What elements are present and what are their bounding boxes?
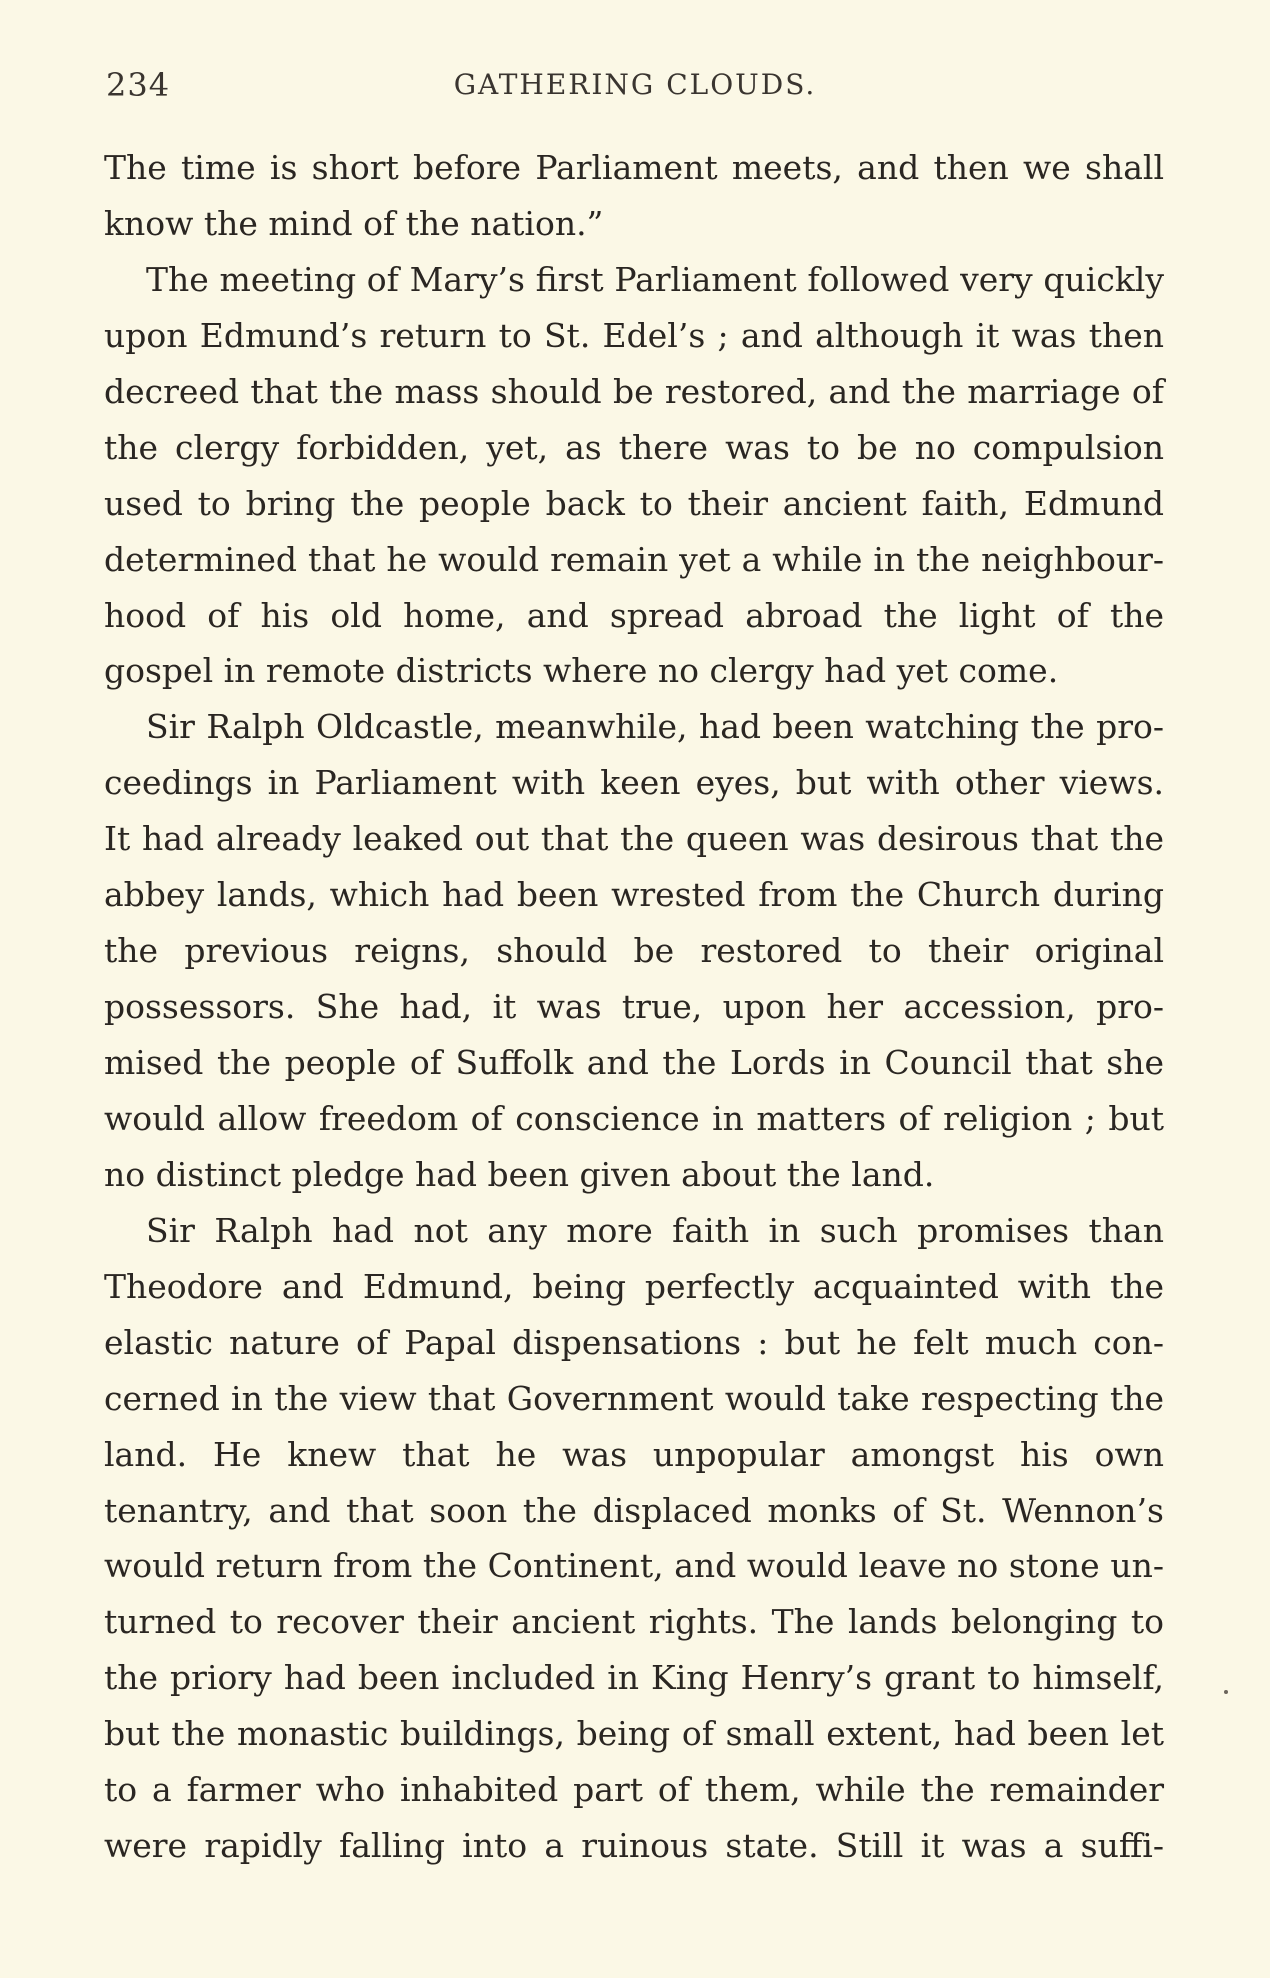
text-line: the priory had been included in King Henry’s grant to himself, [104, 1658, 1164, 1698]
text-line: no distinct pledge had been given about the land. [104, 1154, 935, 1194]
text-line: used to bring the people back to their ancient faith, Edmund [104, 483, 1164, 523]
text-line: tenantry, and that soon the displaced monks of St. Wennon’s [104, 1490, 1164, 1530]
text-line: would return from the Continent, and would leave no stone un- [104, 1546, 1164, 1586]
text-line: upon Edmund’s return to St. Edel’s ; and although it was then [104, 315, 1164, 355]
page-number: 234 [106, 66, 171, 104]
text-line: the previous reigns, should be restored to their original [104, 931, 1164, 971]
text-line: Theodore and Edmund, being perfectly acquainted with the [104, 1266, 1164, 1306]
running-title: GATHERING CLOUDS. [453, 68, 817, 101]
text-line: Sir Ralph had not any more faith in such promises than [146, 1210, 1164, 1250]
body-text [104, 140, 1164, 1874]
text-line: land. He knew that he was unpopular amongst his own [104, 1434, 1164, 1474]
text-line: mised the people of Suffolk and the Lords in Council that she [104, 1043, 1164, 1082]
paper-speck [1224, 1690, 1228, 1694]
text-line: Sir Ralph Oldcastle, meanwhile, had been watching the pro- [146, 707, 1164, 747]
text-line: to a farmer who inhabited part of them, while the remainder [104, 1770, 1164, 1810]
text-line: possessors. She had, it was true, upon her accession, pro- [104, 987, 1164, 1027]
text-line: but the monastic buildings, being of small extent, had been let [104, 1714, 1164, 1754]
text-line: determined that he would remain yet a while in the neighbour- [104, 539, 1164, 579]
text-line: turned to recover their ancient rights. The lands belonging to [104, 1602, 1164, 1642]
text-line: elastic nature of Papal dispensations : but he felt much con- [104, 1322, 1164, 1362]
text-line: ceedings in Parliament with keen eyes, but with other views. [104, 763, 1164, 803]
text-line: were rapidly falling into a ruinous state. Still it was a suffi- [104, 1826, 1164, 1866]
text-line: hood of his old home, and spread abroad the light of the [104, 595, 1164, 635]
text-line: know the mind of the nation.” [104, 203, 604, 243]
text-line: The time is short before Parliament meets, and then we shall [104, 148, 1164, 187]
text-line: the clergy forbidden, yet, as there was to be no compulsion [104, 427, 1164, 467]
text-line: The meeting of Mary’s first Parliament followed very quickly [146, 259, 1164, 299]
text-line: would allow freedom of conscience in matters of religion ; but [104, 1098, 1164, 1138]
text-line: abbey lands, which had been wrested from the Church during [104, 875, 1164, 915]
text-line: gospel in remote districts where no clergy had yet come. [104, 651, 1059, 691]
text-line: It had already leaked out that the queen was desirous that the [104, 819, 1164, 859]
text-line: decreed that the mass should be restored, and the marriage of [104, 371, 1164, 411]
text-line: cerned in the view that Government would take respecting the [104, 1378, 1164, 1418]
